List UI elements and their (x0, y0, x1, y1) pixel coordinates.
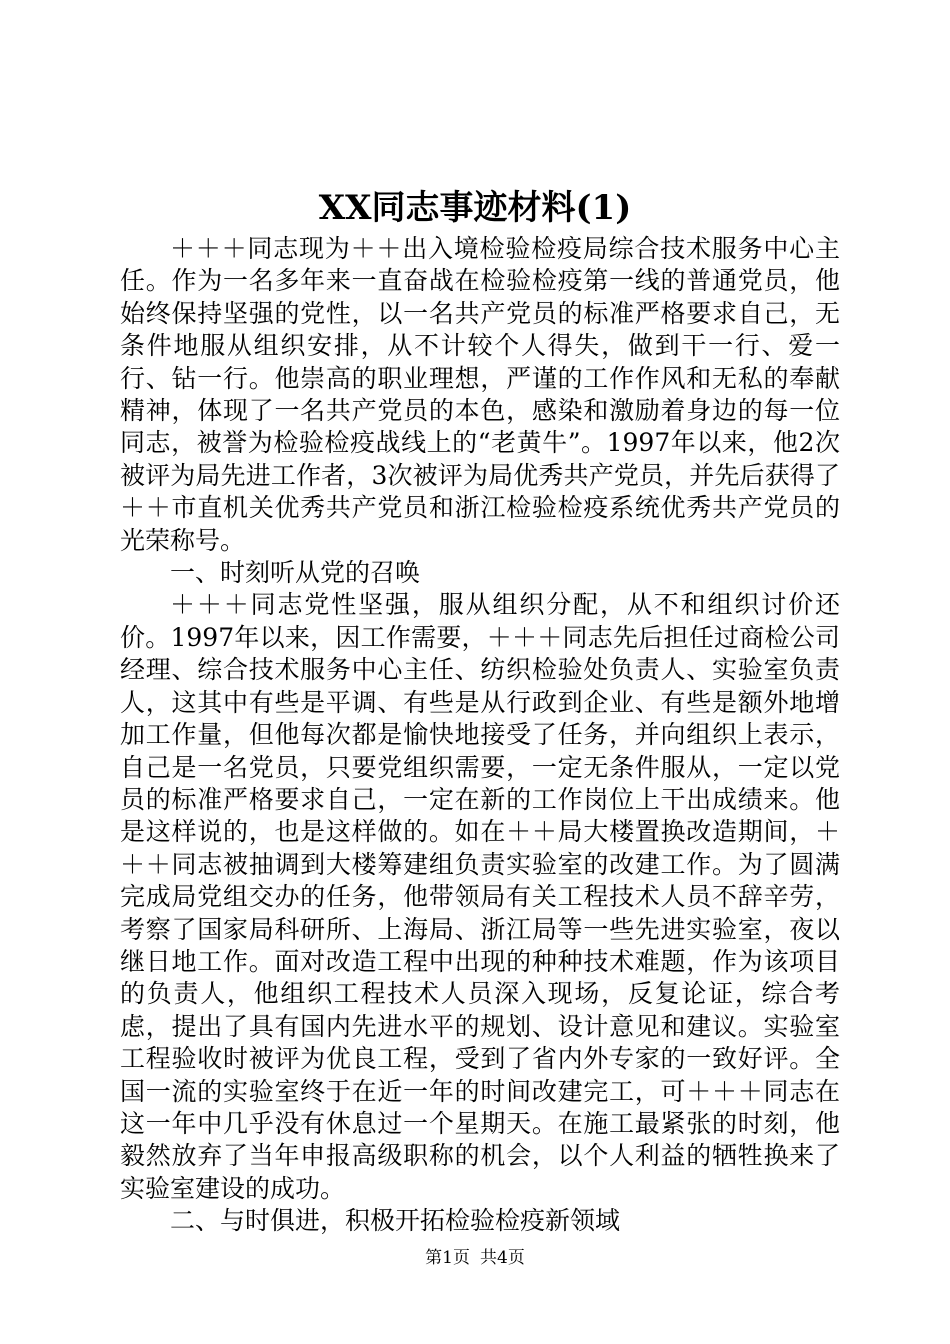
paragraph-section-1: ＋＋＋同志党性坚强，服从组织分配，从不和组织讨价还价。1997年以来，因工作需要，＋＋＋同志先后担任过商检公司经理、综合技术服务中心主任、纺织检验处负责人、实验室负责人，这其中有些是平调、有些是从行政到企业、有些是额外地增加工作量，但他每次都是愉快地接受了任务，并向组织上表示，自己是一名党员，只要党组织需要，一定无条件服从，一定以党员的标准严格要求自己，一定在新的工作岗位上干出成绩来。他是这样说的，也是这样做的。如在＋＋局大楼置换改造期间，＋＋＋同志被抽调到大楼筹建组负责实验室的改建工作。为了圆满完成局党组交办的任务，他带领局有关工程技术人员不辞辛劳，考察了国家局科研所、上海局、浙江局等一些先进实验室，夜以继日地工作。面对改造工程中出现的种种技术难题，作为该项目的负责人，他组织工程技术人员深入现场，反复论证，综合考虑，提出了具有国内先进水平的规划、设计意见和建议。实验室工程验收时被评为优良工程，受到了省内外专家的一致好评。全国一流的实验室终于在近一年的时间改建完工，可＋＋＋同志在这一年中几乎没有休息过一个星期天。在施工最紧张的时刻，他毅然放弃了当年申报高级职称的机会，以个人利益的牺牲换来了实验室建设的成功。 (120, 590, 840, 1203)
document-body (120, 233, 840, 1238)
page-footer (0, 1247, 950, 1269)
page-total: 共4页 (480, 1248, 525, 1268)
paragraph-intro: ＋＋＋同志现为＋＋出入境检验检疫局综合技术服务中心主任。作为一名多年来一直奋战在检验检疫第一线的普通党员，他始终保持坚强的党性，以一名共产党员的标准严格要求自己，无条件地服从组织安排，从不计较个人得失，做到干一行、爱一行、钻一行。他崇高的职业理想，严谨的工作作风和无私的奉献精神，体现了一名共产党员的本色，感染和激励着身边的每一位同志，被誉为检验检疫战线上的“老黄牛”。1997年以来，他2次被评为局先进工作者，3次被评为局优秀共产党员，并先后获得了＋＋市直机关优秀共产党员和浙江检验检疫系统优秀共产党员的光荣称号。 (120, 234, 840, 555)
section-heading-1: 一、时刻听从党的召唤 (170, 558, 421, 588)
page-number: 第1页 (425, 1248, 470, 1268)
document-title: XX同志事迹材料(1) (318, 188, 632, 228)
section-heading-2: 二、与时俱进，积极开拓检验检疫新领域 (170, 1206, 621, 1236)
